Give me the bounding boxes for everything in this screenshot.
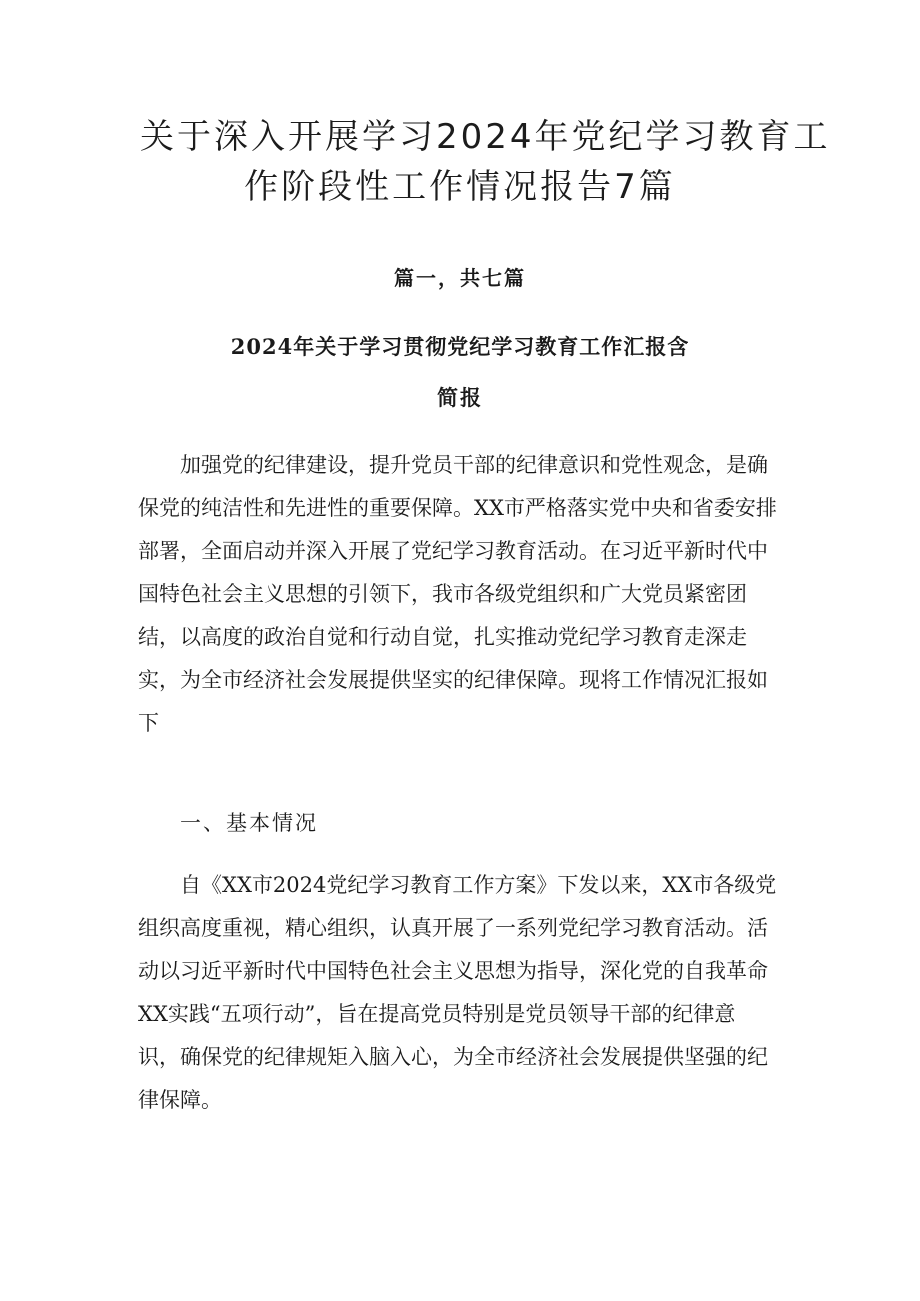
paragraph-line: 加强党的纪律建设，提升党员干部的纪律意识和党性观念，是确 bbox=[180, 453, 768, 477]
document-title bbox=[140, 112, 831, 212]
paragraph-line: 部署，全面启动并深入开展了党纪学习教育活动。在习近平新时代中 bbox=[138, 539, 768, 563]
paragraph-line: 实，为全市经济社会发展提供坚实的纪律保障。现将工作情况汇报如 bbox=[138, 668, 768, 692]
paragraph-line: 动以习近平新时代中国特色社会主义思想为指导，深化党的自我革命 bbox=[138, 959, 768, 983]
intro-paragraph bbox=[138, 444, 790, 745]
part-label: 篇一，共七篇 bbox=[394, 266, 526, 290]
paragraph-line: 识，确保党的纪律规矩入脑入心，为全市经济社会发展提供坚强的纪 bbox=[138, 1045, 768, 1069]
document-title-line-2: 作阶段性工作情况报告7篇 bbox=[244, 167, 676, 207]
basic-situation-paragraph bbox=[138, 864, 790, 1122]
paragraph-line: 结，以高度的政治自觉和行动自觉，扎实推动党纪学习教育走深走 bbox=[138, 625, 747, 649]
report-subtitle-continued: 简报 bbox=[437, 385, 483, 410]
paragraph-line: 组织高度重视，精心组织，认真开展了一系列党纪学习教育活动。活 bbox=[138, 916, 768, 940]
report-subtitle: 2024年关于学习贯彻党纪学习教育工作汇报含 bbox=[230, 334, 690, 359]
section-heading-basic-situation: 一、基本情况 bbox=[180, 811, 318, 835]
paragraph-line: 律保障。 bbox=[138, 1088, 222, 1112]
paragraph-line: 自《XX市2024党纪学习教育工作方案》下发以来，XX市各级党 bbox=[180, 873, 777, 897]
paragraph-line: 保党的纯洁性和先进性的重要保障。XX市严格落实党中央和省委安排 bbox=[138, 496, 777, 520]
paragraph-line: XX实践“五项行动”，旨在提高党员特别是党员领导干部的纪律意 bbox=[138, 1002, 736, 1026]
paragraph-line: 下 bbox=[138, 711, 159, 735]
document-title-line-1: 关于深入开展学习2024年党纪学习教育工 bbox=[140, 117, 831, 157]
paragraph-line: 国特色社会主义思想的引领下，我市各级党组织和广大党员紧密团 bbox=[138, 582, 747, 606]
